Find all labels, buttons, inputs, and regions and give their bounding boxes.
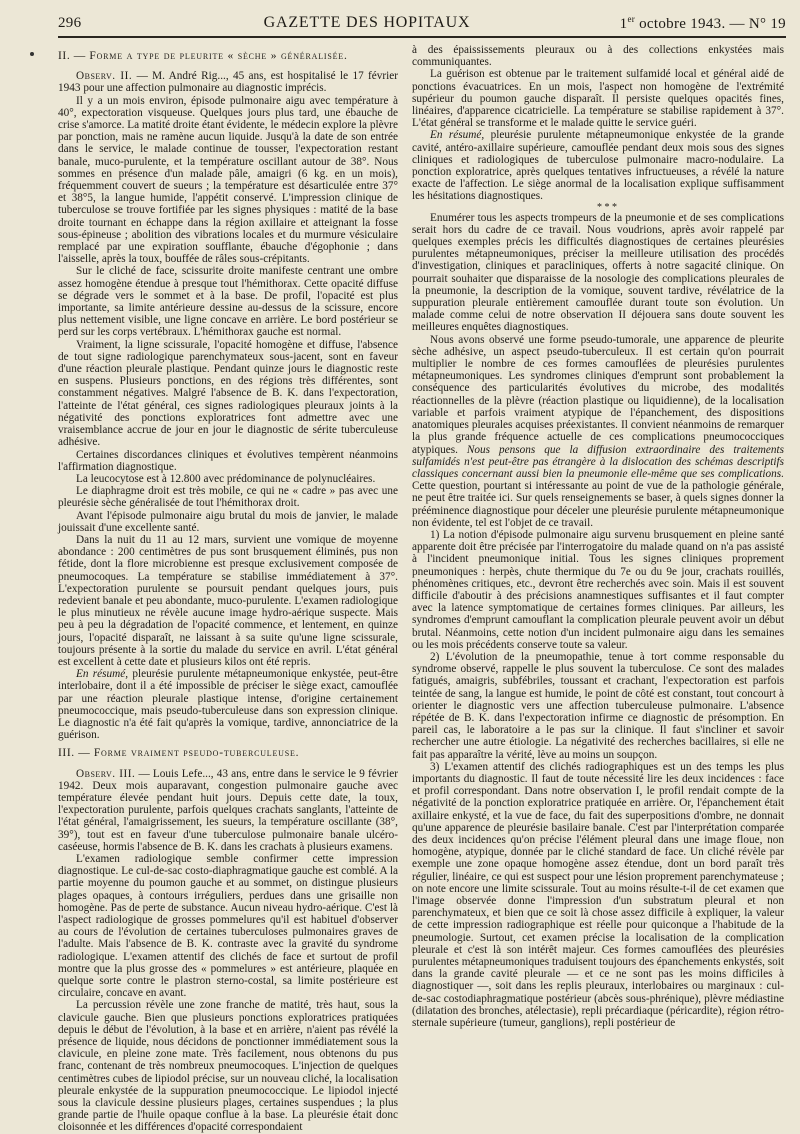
- paragraph: 3) L'examen attentif des clichés radiographiques est un des temps les plus importants du diagnostic. Il faut de toute nécessité lire les deux incidences : face et profil correspondant. Dans notre observation I, le profil rendait compte de la négativité de la ponction exploratrice pratiquée en arrière. Or, l'épanchement était axillaire enkysté, et la vue de face, du fait des superpositions d'ombre, ne donnait qu'une apparence de pleurésie basilaire banale. C'est par l'interprétation comparée des deux incidences qu'on précise l'élément pleural dans une image floue, non homogène, atypique, donnée par le cliché standard de face. Un cliché révèle par exemple une zone opaque homogène assez étendue, dont un bord paraît très régulier, linéaire, ce qui est suspect pour une lésion proprement parenchymateuse ; on note encore une limite scissurale. Tout au moins résulte-t-il de cet examen que l'image observée donne l'impression d'un substratum pleural et non parenchymateux, et bien que ce soit là chose assez difficile à expliquer, la valeur de cette impression radiographique est réelle pour quiconque a l'habitude de la pneumologie. Surtout, cet examen précise la localisation de la complication pleurale et c'est là son intérêt majeur. Ces formes camouflées des pleurésies purulentes métapneumoniques traduisent toujours des épanchements enkystés, soit dans la grande cavité pleurale — et ce ne sont pas les moins difficiles à diagnostiquer —, soit dans les replis pleuraux, interlobaires ou marginaux : cul-de-sac costodiaphragmatique postérieur (abcès sous-phrénique), plèvre médiastine (dilatation des bronches, atélectasie), repli précardiaque (péricardite), région rétro-sternale supérieure (tumeur, ganglions), repli postérieur de: [412, 760, 784, 1030]
- paragraph: La guérison est obtenue par le traitement sulfamidé local et général aidé de ponctions évacuatrices. En un mois, l'aspect non homogène de l'extrémité supérieur du poumon gauche disparaît. Il persiste quelques opacités fines, linéaires, d'apparence cicatricielle. La température se stabilise rapidement à 37°. L'état général se transforme et le malade quitte le service guéri.: [412, 68, 784, 130]
- section-heading-2: II. — Forme a type de pleurite « sèche » généralisée.: [58, 50, 348, 62]
- section-heading-3: III. — Forme vraiment pseudo-tuberculeuse.: [58, 747, 300, 760]
- summary-paragraph: En résumé, pleurésie purulente métapneumonique enkystée, peut-être interlobaire, dont il a été impossible de préciser le siège exact, camouflée par une réaction pleurale plastique intense, d'origine certainement pneumococcique, mais pseudo-tuberculeuse dans son expression clinique. Le diagnostic n'a été fait qu'après la vomique, tardive, annonciatrice de la guérison.: [58, 668, 398, 742]
- paragraph: Observ. II. — M. André Rig..., 45 ans, est hospitalisé le 17 février 1943 pour une affection pulmonaire au diagnostic imprécis.: [58, 70, 398, 95]
- paragraph: La percussion révèle une zone franche de matité, très haut, sous la clavicule gauche. Bien que plusieurs ponctions exploratrices pratiquées depuis le début de l'évolution, à la base et en arrière, n'aient pas révélé la présence de liquide, nous décidons de ponctionner immédiatement sous la clavicule, en pleine zone mate. Très facilement, nous obtenons du pus franc, contenant de très nombreux pneumocoques. L'injection de quelques centimètres cubes de lipiodol précise, sur un nouveau cliché, la localisation pleurale enkystée de la suppuration pneumococcique. Le lipiodol injecté sous la clavicule dessine plusieurs plages, certaines suspendues ; la plus grande partie de l'huile opaque conflue à la base. La pleurésie était donc cloisonnée et les différences d'opacité correspondaient: [58, 999, 398, 1134]
- page-header: [58, 10, 786, 38]
- paragraph: à des épaississements pleuraux ou à des collections enkystées mais communiquantes.: [412, 44, 784, 69]
- paragraph: Certaines discordances cliniques et évolutives tempèrent néanmoins l'affirmation diagnostique.: [58, 448, 398, 473]
- paragraph: Observ. III. — Louis Lefe..., 43 ans, entre dans le service le 9 février 1942. Deux mois auparavant, congestion pulmonaire gauche avec température élevée pendant huit jours. Depuis cette date, la toux, l'expectoration purulente, parfois quelques crachats sanglants, l'atteinte de l'état général, l'amaigrissement, les sueurs, la température oscillante (38°, 39°), tout est en faveur d'une tuberculose pulmonaire banale ulcéro-caséeuse, hormis l'absence de B. K. dans les crachats à plusieurs examens.: [58, 767, 398, 853]
- summary-paragraph: En résumé, pleurésie purulente métapneumonique enkystée de la grande cavité, antéro-axillaire supérieure, camouflée pendant deux mois sous des signes cliniques et radiologiques de tuberculose pulmonaire macro-nodulaire. La ponction exploratrice, après quelques tentatives infructueuses, a révélé la nature exacte de l'affection. Le siège anormal de la localisation explique suffisamment les hésitations diagnostiques.: [412, 129, 784, 203]
- paragraph: 1) La notion d'épisode pulmonaire aigu survenu brusquement en pleine santé apparente doit être précisée par l'interrogatoire du malade quand on n'a pas assisté à l'incident pneumonique initial. Tous les signes cliniques proprement pneumoniques : herpès, chute thermique du 7e ou du 9e jour, crachats rouillés, phénomènes critiques, etc., devront être recherchés avec soin. Mais il est souvent difficile d'aboutir à des précisions anamnestiques suffisantes et il faut compter avec la latence symptomatique de certaines formes cliniques. Par ailleurs, les syndromes d'emprunt camouflant la complication pleurale peuvent avoir un début brutal. Néanmoins, cette notion d'un incident pulmonaire aigu dans les semaines ou les mois précédents conserve toute sa valeur.: [412, 528, 784, 651]
- left-column: [58, 44, 398, 1134]
- page-number: 296: [58, 14, 82, 31]
- issue-date: 1er octobre 1943. — N° 19: [619, 13, 786, 32]
- margin-dot: [30, 52, 34, 56]
- paragraph: Il y a un mois environ, épisode pulmonaire aigu avec température à 40°, expectoration visqueuse. Quelques jours plus tard, une ébauche de crise s'amorce. La matité droite étant évidente, le médecin explore la plèvre par ponction, mais ne ramène aucun liquide. Jusqu'à la date de son entrée dans le service, le malade continue de tousser, l'expectoration restant banale, muco-purulente, et la température oscillant autour de 38°. Nous sommes en présence d'un malade pâle, amaigri (6 kg. en un mois), fréquemment couvert de sueurs ; la température est désarticulée entre 37° et 38°5, la langue humide, l'appétit conservé. L'impression clinique de tuberculose se trouve fortifiée par les signes physiques : matité de la base droite tournant en échappe dans la région axillaire et atteignant la fosse sous-épineuse ; abolition des vibrations locales et du murmure vésiculaire remplacé par une expiration soufflante, ébauche d'égophonie ; dans l'aisselle, après la toux, bouffée de râles sous-crépitants.: [58, 94, 398, 266]
- paragraph: 2) L'évolution de la pneumopathie, tenue à tort comme responsable du syndrome observé, rappelle le plus souvent la tuberculose. Ce sont des malades fatigués, amaigris, subfébriles, toussant et crachant, l'expectoration est parfois teintée de sang, la langue est humide, le point de côté est constant, tout concourt à orienter le diagnostic vers une affection tuberculeuse pulmonaire. L'absence répétée de B. K. dans l'expectoration infirme ce diagnostic de présomption. En pareil cas, le laboratoire a le pas sur la clinique. Il faut s'incliner et savoir rechercher une autre étiologie. La négativité des recherches bacillaires, si elle ne fait pas apparaître la vérité, lève au moins un soupçon.: [412, 650, 784, 761]
- paragraph: Enumérer tous les aspects trompeurs de la pneumonie et de ses complications serait hors du cadre de ce travail. Nous voudrions, après avoir rappelé par quelques exemples précis les difficultés diagnostiques de certaines pleurésies purulentes métapneumoniques, préciser la meilleure utilisation des procédés d'investigation, cliniques et paracliniques, offerts à notre sagacité clinique. On pourrait souhaiter que disparaisse de la nosologie des complications pleurales de la pneumonie, la description de la vomique, souvent tardive, révélatrice de la suppuration pleurale entièrement camouflée durant toute son évolution. Un malade comme celui de notre observation II déjouera sans doute souvent les meilleures enquêtes diagnostiques.: [412, 211, 784, 334]
- section-separator-stars: * * *: [597, 201, 617, 213]
- paragraph: Sur le cliché de face, scissurite droite manifeste centrant une ombre assez homogène étendue à presque tout l'hémithorax. Cette opacité diffuse se dégrade vers le sommet et à la base. De profil, l'opacité est plus importante, sa limite antérieure dessine au-dessus de la scissure, encore plus nettement visible, une ligne concave en arrière. Le bord postérieur se perd sur les corps vertébraux. L'hémithorax gauche est normal.: [58, 265, 398, 339]
- paragraph: Dans la nuit du 11 au 12 mars, survient une vomique de moyenne abondance : 200 centimètres de pus sont brusquement éliminés, pus non fétide, dont la flore microbienne est presque exclusivement composée de pneumocoques. La température se stabilise immédiatement à 37°. L'expectoration purulente se poursuit pendant quelques jours, puis redevient banale et peu abondante, muco-purulente. L'examen radiologique le plus minutieux ne révèle aucune image hydro-aérique suspecte. Mais peu à peu la dégradation de l'opacité commence, et lentement, en quinze jours, l'opacité disparaît, ne laissant à sa suite qu'une ligne scissurale, toujours présente à la sortie du malade du service en avril. L'état général est excellent à cette date et plusieurs kilos ont été repris.: [58, 533, 398, 668]
- paragraph: L'examen radiologique semble confirmer cette impression diagnostique. Le cul-de-sac costo-diaphragmatique gauche est comblé. A la partie moyenne du poumon gauche et au sommet, on distingue plusieurs plages opaques, à contours irréguliers, perdues dans une grisaille non homogène. Pas de perte de substance. Aucun niveau hydro-aérique. C'est là l'aspect radiologique de grosses pommelures qu'il est habituel d'observer au cours de l'évolution de certaines tuberculoses pulmonaires graves de l'adulte. Mais l'absence de B. K. contraste avec la gravité du syndrome radiologique. L'examen attentif des clichés de face et surtout de profil montre que la plus grosse des « pommelures » est antérieure, plaquée en quelque sorte contre le plastron sterno-costal, sa limite postérieure est circulaire, concave en avant.: [58, 853, 398, 1000]
- paragraph: Avant l'épisode pulmonaire aigu brutal du mois de janvier, le malade jouissait d'une excellente santé.: [58, 509, 398, 534]
- paragraph: Vraiment, la ligne scissurale, l'opacité homogène et diffuse, l'absence de tout signe radiologique parenchymateux sous-jacent, sont en faveur d'une réaction pleurale plastique. Pendant quinze jours le diagnostic reste en suspens. Plusieurs ponctions, en des régions très différentes, sont constamment négatives. Malgré l'absence de B. K. dans l'expectoration, l'atteinte de l'état général, ces signes radiologiques pleuraux joints à la négativité des ponctions exploratrices font admettre avec une vraisemblance accrue de jour en jour le diagnostic de sérite tuberculeuse adhésive.: [58, 338, 398, 449]
- paragraph: Nous avons observé une forme pseudo-tumorale, une apparence de pleurite sèche adhésive, un aspect pseudo-tuberculeux. Il est certain qu'on pourrait multiplier le nombre de ces formes camouflées de pleurésies purulentes métapneumoniques. Les syndromes cliniques d'emprunt sont probablement la conséquence des particularités évolutives du microbe, des modalités réactionnelles de la plèvre (réaction plastique ou liquidienne), de la localisation variable et parfois vraiment atypique de l'épanchement, des dispositions anatomiques pleurales acquises préexistantes. Il convient néanmoins de remarquer la plus grande fréquence actuelle de ces complications pneumococciques atypiques. Nous pensons que la diffusion extraordinaire des traitements sulfamidés n'est peut-être pas étrangère à la dislocation des schémas descriptifs classiques concernant aussi bien la pneumonie elle-même que ses complications. Cette question, pourtant si intéressante au point de vue de la pathologie générale, ne peut être traitée ici. Sur quels renseignements se baser, à quels signes donner la prééminence diagnostique pour déceler une pleurésie purulente métapneumonique non évidente, tel est l'objet de ce travail.: [412, 333, 784, 529]
- paragraph: La leucocytose est à 12.800 avec prédominance de polynucléaires.: [76, 472, 376, 485]
- right-column: [412, 44, 784, 1125]
- journal-title: GAZETTE DES HOPITAUX: [263, 14, 471, 31]
- paragraph: Le diaphragme droit est très mobile, ce qui ne « cadre » pas avec une pleurésie sèche généralisée de tout l'hémithorax droit.: [58, 485, 398, 510]
